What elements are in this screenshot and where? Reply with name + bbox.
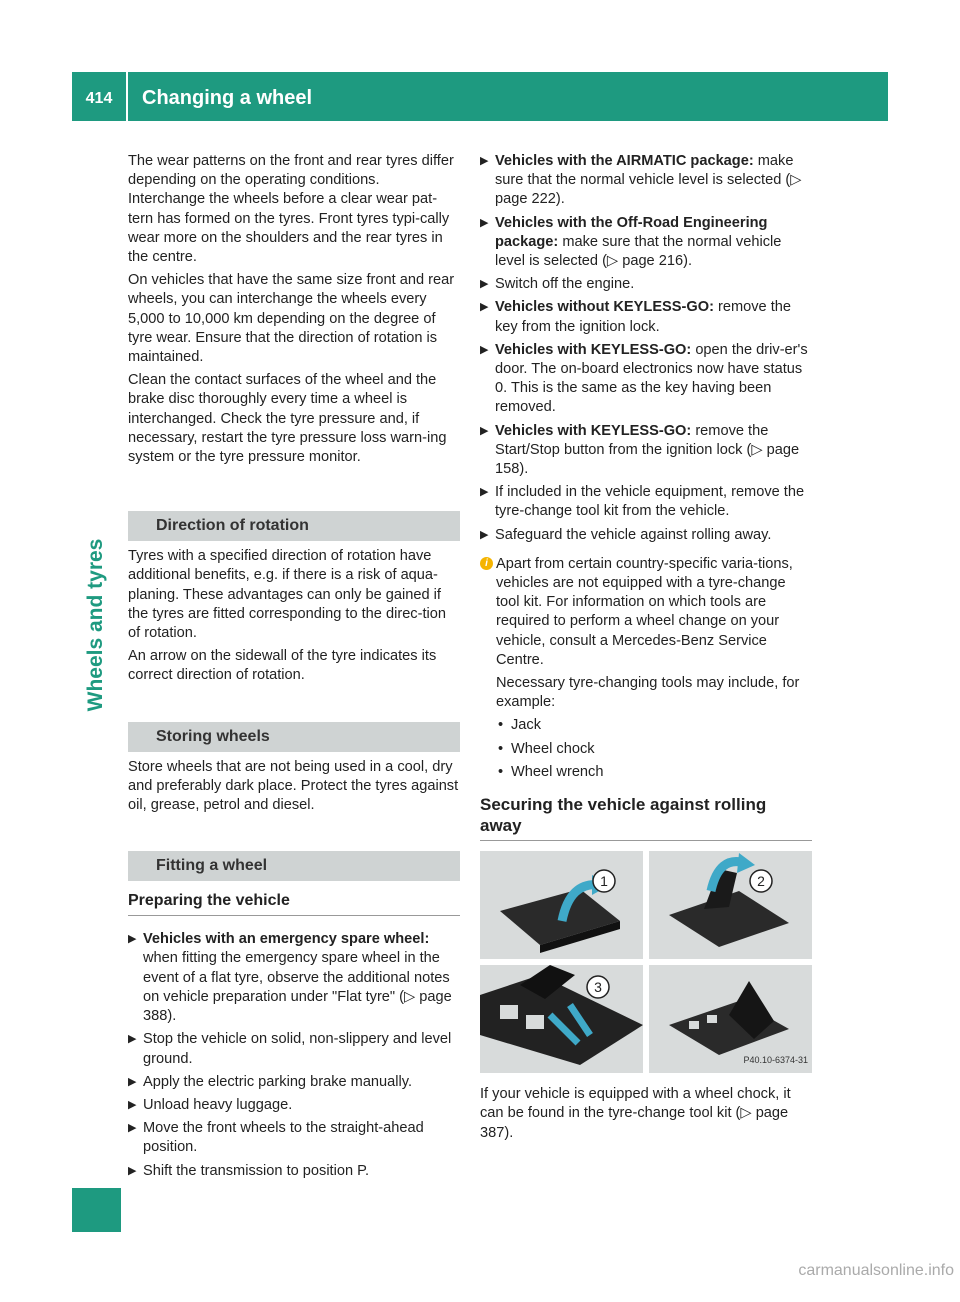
info-icon: i (480, 557, 493, 570)
side-chapter-tab (72, 1188, 121, 1232)
info-paragraph-2: Necessary tyre-changing tools may include, for example: (496, 675, 800, 711)
step-item: ▶ Stop the vehicle on solid, non-slippery and level ground. (128, 1031, 452, 1067)
intro-paragraph-1: The wear patterns on the front and rear tyres differ depending on the operating conditions. Interchange the wheels before a clear wear pat-tern has formed on the tyres. Front tyres typi-cally wear more on the shoulders and the rear tyres in the centre. (128, 153, 454, 266)
step-item: ▶ Vehicles with the AIRMATIC package: make sure that the normal vehicle level is selected (▷ page 222). (480, 153, 802, 208)
step-arrow-icon: ▶ (480, 486, 489, 499)
section-heading-direction: Direction of rotation (128, 511, 460, 541)
right-column (480, 152, 812, 1147)
figure-reference: P40.10-6374-31 (743, 1054, 808, 1065)
watermark-footer: carmanualsonline.info (798, 1262, 954, 1279)
page-header (72, 72, 888, 121)
subheading-securing: Securing the vehicle against rolling away (480, 794, 812, 841)
direction-paragraph-1: Tyres with a specified direction of rotation have additional benefits, e.g. if there is a risk of aqua-planing. These advantages can only be gained if the tyres are fitted corresponding to the direc-tion of rotation. (128, 548, 446, 642)
bullet-icon: • (498, 740, 504, 757)
step-arrow-icon: ▶ (128, 1122, 137, 1135)
step-item: ▶ Unload heavy luggage. (128, 1096, 460, 1115)
callout-label-2: 2 (757, 873, 765, 890)
side-chapter-label: Wheels and tyres (84, 538, 107, 712)
intro-paragraph-3: Clean the contact surfaces of the wheel and the brake disc thoroughly every time a wheel is interchanged. Check the tyre pressure and, if necessary, restart the tyre pressure loss warn-ing system or the tyre pressure monitor. (128, 372, 447, 466)
step-arrow-icon: ▶ (480, 528, 489, 541)
bullet-icon: • (498, 763, 504, 780)
preparing-steps-list (128, 930, 460, 1180)
step-item: ▶ Shift the transmission to position P. (128, 1162, 460, 1181)
figure-panel-4 (649, 965, 812, 1073)
storing-paragraph: Store wheels that are not being used in a cool, dry and preferably dark place. Protect the tyres against oil, grease, petrol and diesel. (128, 758, 459, 814)
step-arrow-icon: ▶ (480, 424, 489, 437)
subheading-preparing: Preparing the vehicle (128, 891, 460, 916)
list-item: • Jack (496, 716, 812, 735)
step-item: ▶ Move the front wheels to the straight-ahead position. (128, 1120, 424, 1156)
info-paragraph-1: Apart from certain country-specific varia-tions, vehicles are not equipped with a tyre-change tool kit. For information on which tools are required to perform a wheel change on your vehicle, consult a Mercedes-Benz Service Centre. (496, 555, 793, 668)
section-heading-fitting: Fitting a wheel (128, 851, 460, 881)
page-number: 414 (85, 89, 113, 107)
step-arrow-icon: ▶ (480, 216, 489, 229)
tools-list (496, 716, 812, 782)
step-item: ▶ Vehicles with KEYLESS-GO: remove the Start/Stop button from the ignition lock (▷ page 158). (480, 422, 800, 478)
figure-panel-3 (480, 965, 643, 1073)
step-arrow-icon: ▶ (480, 155, 489, 167)
step-arrow-icon: ▶ (480, 278, 489, 291)
wheel-chock-figure (480, 851, 812, 1073)
direction-paragraph-2: An arrow on the sidewall of the tyre indicates its correct direction of rotation. (128, 648, 437, 684)
intro-paragraph-2: On vehicles that have the same size front and rear wheels, you can interchange the wheels every 5,000 to 10,000 km depending on the degree of tyre wear. Ensure that the direction of rotation is maintained. (128, 272, 455, 366)
page-title: Changing a wheel (142, 87, 313, 109)
section-heading-storing: Storing wheels (128, 722, 460, 752)
step-item: ▶ Switch off the engine. (480, 275, 812, 294)
list-item: • Wheel chock (496, 740, 812, 759)
step-arrow-icon: ▶ (128, 1033, 137, 1046)
step-item: ▶ Safeguard the vehicle against rolling away. (480, 526, 812, 545)
securing-paragraph: If your vehicle is equipped with a wheel chock, it can be found in the tyre-change tool kit (▷ page 387). (480, 1086, 791, 1141)
vehicle-steps-list (480, 152, 812, 545)
header-separator (126, 72, 128, 121)
step-arrow-icon: ▶ (128, 933, 137, 946)
step-item: ▶ Vehicles with the Off-Road Engineering package: make sure that the normal vehicle level is selected (▷ page 216). (480, 214, 782, 270)
callout-label-3: 3 (594, 979, 602, 996)
step-item: ▶ Vehicles with an emergency spare wheel: when fitting the emergency spare wheel in the event of a flat tyre, observe the additional notes on vehicle preparation under "Flat tyre" (▷ page 388). (128, 931, 452, 1025)
step-arrow-icon: ▶ (480, 343, 489, 356)
info-note (480, 555, 812, 782)
step-item: ▶ Apply the electric parking brake manually. (128, 1073, 460, 1092)
step-arrow-icon: ▶ (128, 1164, 137, 1177)
figure-panel-2 (649, 851, 812, 959)
step-arrow-icon: ▶ (128, 1098, 137, 1111)
step-item: ▶ If included in the vehicle equipment, remove the tyre-change tool kit from the vehicle. (480, 484, 805, 520)
figure-panel-1 (480, 851, 643, 959)
step-item: ▶ Vehicles with KEYLESS-GO: open the driv-er's door. The on-board electronics now have status 0. This is the same as the key having been removed. (480, 341, 808, 416)
left-column (128, 152, 460, 1185)
list-item: • Wheel wrench (496, 763, 812, 782)
bullet-icon: • (498, 717, 504, 734)
step-arrow-icon: ▶ (480, 301, 489, 314)
callout-label-1: 1 (600, 873, 608, 890)
step-arrow-icon: ▶ (128, 1075, 137, 1088)
step-item: ▶ Vehicles without KEYLESS-GO: remove the key from the ignition lock. (480, 299, 792, 335)
